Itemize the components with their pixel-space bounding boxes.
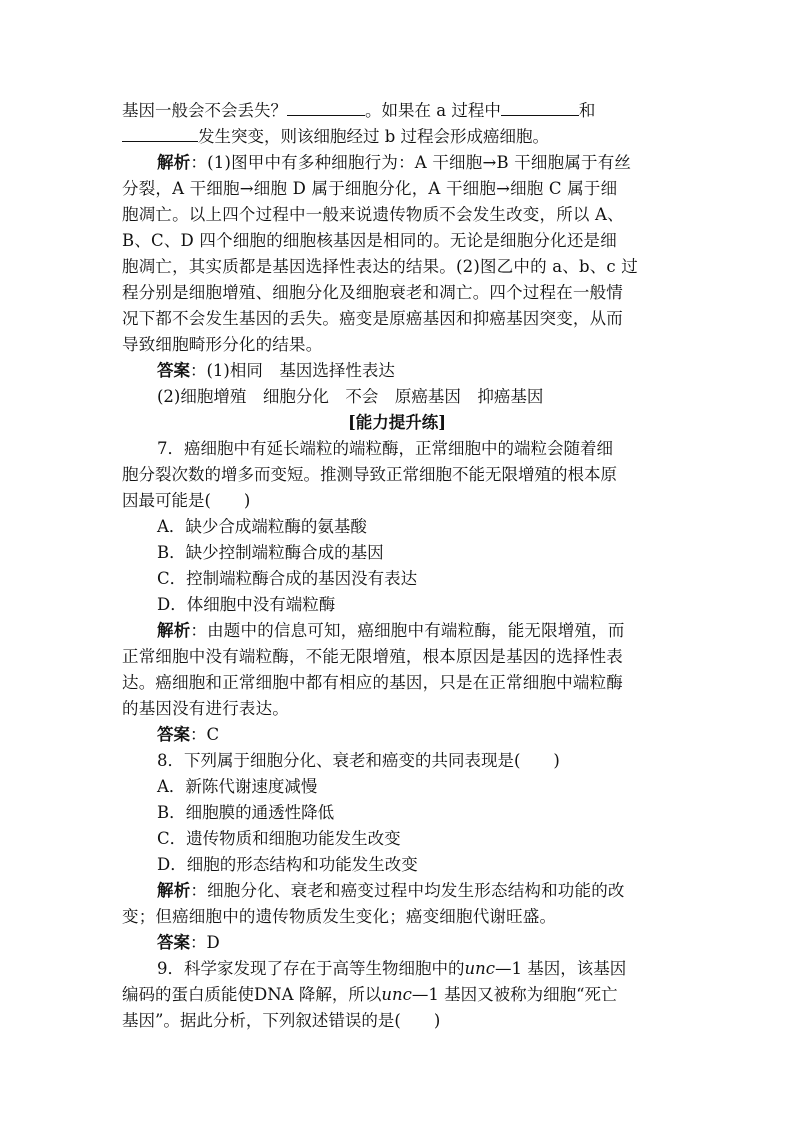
q8-option-c: C．遗传物质和细胞功能发生改变: [157, 829, 401, 848]
q6-analysis-line: 程分别是细胞增殖、细胞分化及细胞衰老和凋亡。四个过程在一般情: [122, 283, 623, 302]
q6-analysis-line: B、C、D 四个细胞的细胞核基因是相同的。无论是细胞分化还是细: [122, 231, 617, 250]
q9-stem-line: 基因”。据此分析，下列叙述错误的是( ): [122, 1011, 441, 1030]
q6-analysis-line: 胞凋亡，其实质都是基因选择性表达的结果。(2)图乙中的 a、b、c 过: [122, 257, 639, 276]
q6-answer: 答案：(1)相同 基因选择性表达: [157, 361, 395, 380]
q6-analysis-line: 导致细胞畸形分化的结果。: [122, 335, 323, 354]
q7-option-b: B．缺少控制端粒酶合成的基因: [157, 543, 384, 562]
q8-analysis-line: 变；但癌细胞中的遗传物质发生变化；癌变细胞代谢旺盛。: [122, 907, 557, 926]
answer-blank: [122, 124, 198, 142]
q7-answer: 答案：C: [157, 725, 220, 744]
q6-analysis-line: 解析：(1)图甲中有多种细胞行为：A 干细胞→B 干细胞属于有丝: [157, 153, 632, 172]
q7-option-a: A．缺少合成端粒酶的氨基酸: [157, 517, 367, 536]
q7-analysis-line: 解析：由题中的信息可知，癌细胞中有端粒酶，能无限增殖，而: [157, 621, 625, 640]
q6-analysis-line: 分裂，A 干细胞→细胞 D 属于细胞分化，A 干细胞→细胞 C 属于细: [122, 179, 618, 198]
q8-stem: 8．下列属于细胞分化、衰老和癌变的共同表现是( ): [157, 751, 560, 770]
q6-answer-line-2: (2)细胞增殖 细胞分化 不会 原癌基因 抑癌基因: [157, 387, 544, 406]
q6-tail-line-1: 基因一般会不会丢失？ 。如果在 a 过程中 和: [122, 98, 794, 124]
q8-option-b: B．细胞膜的通透性降低: [157, 803, 335, 822]
q7-analysis-line: 达。癌细胞和正常细胞中都有相应的基因，只是在正常细胞中端粒酶: [122, 673, 623, 692]
q6-analysis-line: 胞凋亡。以上四个过程中一般来说遗传物质不会发生改变，所以 A、: [122, 205, 624, 224]
q7-stem-line: 7．癌细胞中有延长端粒的端粒酶，正常细胞中的端粒会随着细: [157, 439, 613, 458]
q9-stem-line: 编码的蛋白质能使DNA 降解，所以unc—1 基因又被称为细胞“死亡: [122, 985, 618, 1004]
q6-tail-line-2: 发生突变，则该细胞经过 b 过程会形成癌细胞。: [122, 124, 794, 150]
section-title: [能力提升练]: [347, 413, 447, 432]
q7-option-c: C．控制端粒酶合成的基因没有表达: [157, 569, 418, 588]
answer-blank: [501, 98, 579, 116]
q7-option-d: D．体细胞中没有端粒酶: [157, 595, 336, 614]
q7-analysis-line: 的基因没有进行表达。: [122, 699, 289, 718]
q8-answer: 答案：D: [157, 933, 220, 952]
q8-option-a: A．新陈代谢速度减慢: [157, 777, 318, 796]
q8-option-d: D．细胞的形态结构和功能发生改变: [157, 855, 418, 874]
q7-stem-line: 因最可能是( ): [122, 491, 251, 510]
q6-analysis-line: 况下都不会发生基因的丢失。癌变是原癌基因和抑癌基因突变，从而: [122, 309, 623, 328]
q7-stem-line: 胞分裂次数的增多而变短。推测导致正常细胞不能无限增殖的根本原: [122, 465, 617, 484]
q9-stem-line: 9．科学家发现了存在于高等生物细胞中的unc—1 基因，该基因: [157, 959, 627, 978]
q8-analysis-line: 解析：细胞分化、衰老和癌变过程中均发生形态结构和功能的改: [157, 881, 625, 900]
answer-blank: [287, 98, 365, 116]
q7-analysis-line: 正常细胞中没有端粒酶，不能无限增殖，根本原因是基因的选择性表: [122, 647, 623, 666]
